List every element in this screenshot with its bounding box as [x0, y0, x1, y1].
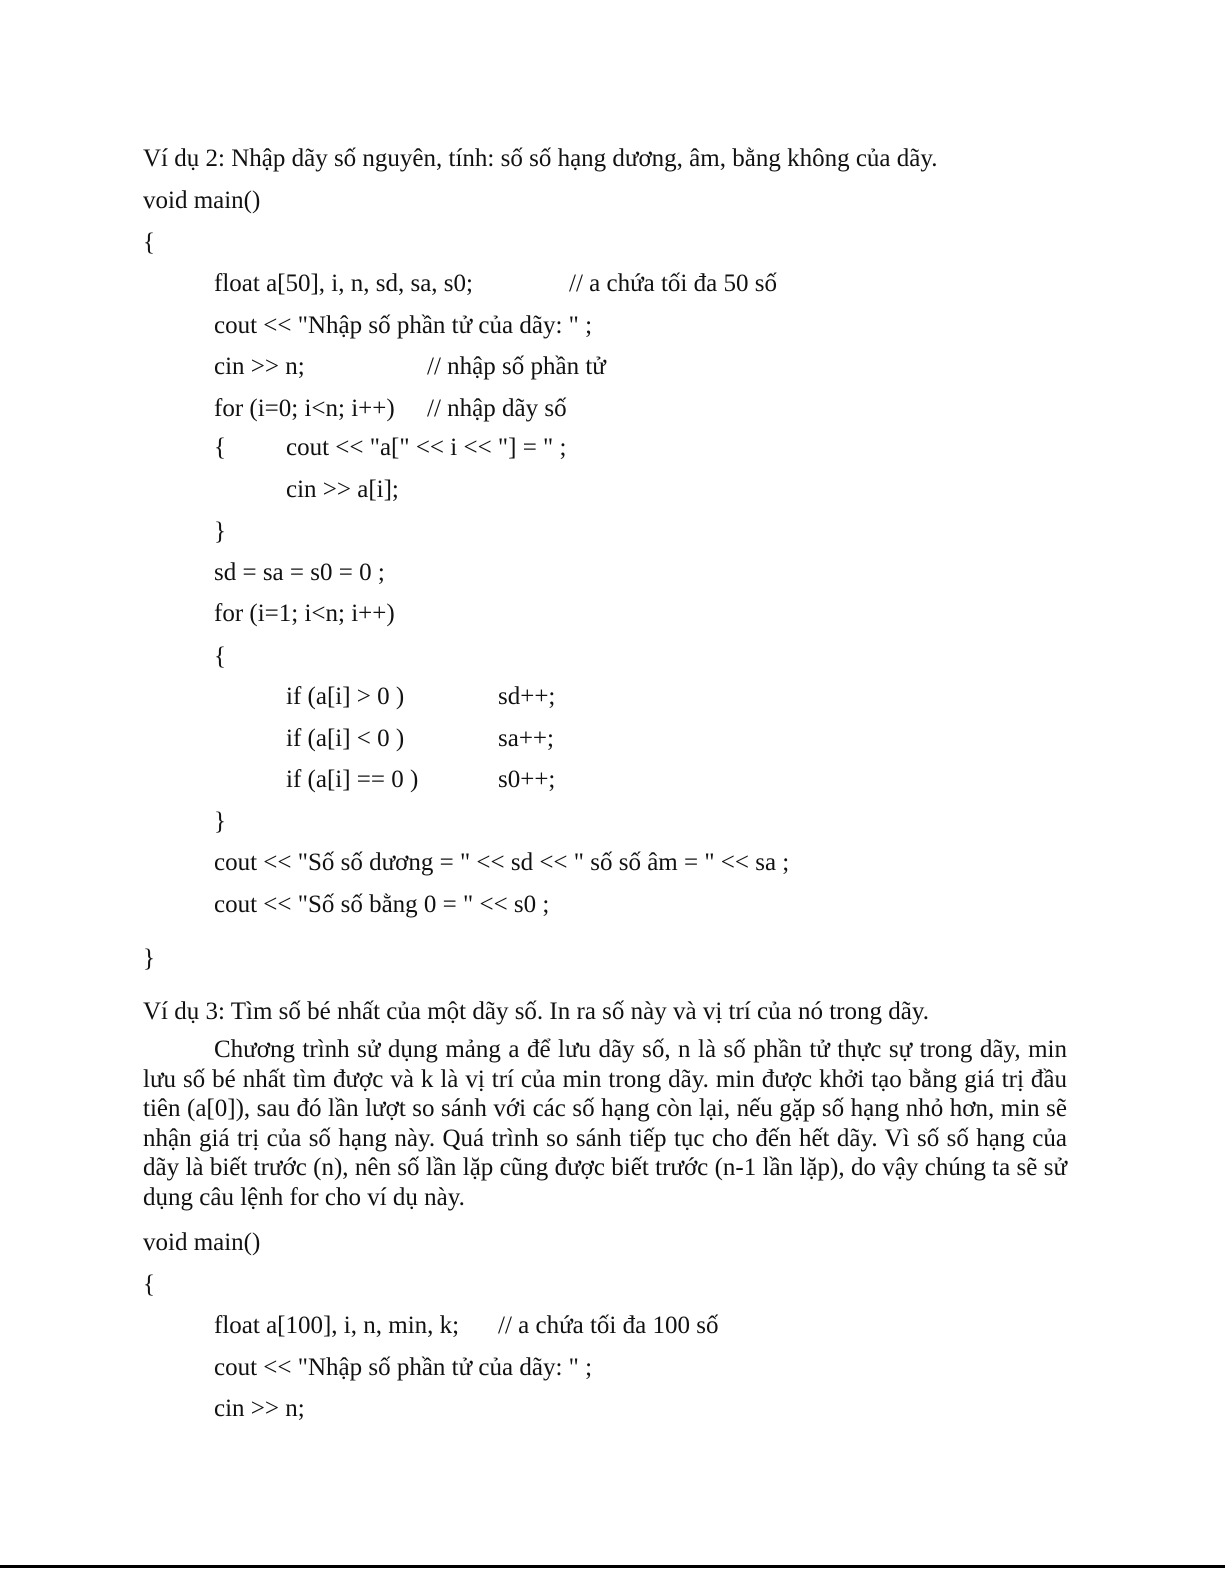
code-line: cout << "a[" << i << "] = " ;: [286, 434, 567, 461]
code-line: sd = sa = s0 = 0 ;: [214, 559, 385, 586]
code-statement: sa++;: [498, 725, 554, 752]
code-line: float a[100], i, n, min, k;: [214, 1312, 460, 1339]
code-line: cin >> n;: [214, 1395, 305, 1422]
code-line: }: [214, 808, 226, 835]
code-line: }: [143, 945, 155, 972]
code-comment: // a chứa tối đa 50 số: [569, 270, 777, 297]
page-bottom-rule: [0, 1565, 1225, 1568]
code-line: void main(): [143, 1229, 261, 1256]
code-line: cout << "Nhập số phần tử của dãy: " ;: [214, 1354, 593, 1381]
code-line: if (a[i] > 0 ): [286, 683, 405, 710]
code-line: cout << "Nhập số phần tử của dãy: " ;: [214, 312, 593, 339]
code-comment: // a chứa tối đa 100 số: [498, 1312, 719, 1339]
example2-heading: Ví dụ 2: Nhập dãy số nguyên, tính: số số hạng dương, âm, bằng không của dãy.: [143, 145, 938, 172]
code-line: }: [214, 518, 226, 545]
code-line: cout << "Số số dương = " << sd << " số số âm = " << sa ;: [214, 849, 790, 876]
code-statement: sd++;: [498, 683, 556, 710]
code-line: if (a[i] < 0 ): [286, 725, 405, 752]
code-comment: // nhập dãy số: [427, 395, 567, 422]
code-line: cin >> a[i];: [286, 476, 399, 503]
code-line: float a[50], i, n, sd, sa, s0;: [214, 270, 473, 297]
code-line: cout << "Số số bằng 0 = " << s0 ;: [214, 891, 550, 918]
code-line: void main(): [143, 187, 261, 214]
example3-paragraph: Chương trình sử dụng mảng a để lưu dãy số, n là số phần tử thực sự trong dãy, min lưu số bé nhất tìm được và k là vị trí của min trong dãy. min được khởi tạo bằng giá trị đầu tiên (a[0]), sau đó lần lượt so sánh với các số hạng còn lại, nếu gặp số hạng nhỏ hơn, min sẽ nhận giá trị của số hạng này. Quá trình so sánh tiếp tục cho đến hết dãy. Vì số số hạng của dãy là biết trước (n), nên số lần lặp cũng được biết trước (n-1 lần lặp), do vậy chúng ta sẽ sử dụng câu lệnh for cho ví dụ này.: [143, 1036, 1067, 1211]
code-statement: s0++;: [498, 766, 556, 793]
code-line: {: [214, 643, 226, 670]
code-line: if (a[i] == 0 ): [286, 766, 419, 793]
example3-heading: Ví dụ 3: Tìm số bé nhất của một dãy số. In ra số này và vị trí của nó trong dãy.: [143, 998, 929, 1025]
code-line: {: [214, 434, 226, 461]
code-line: for (i=1; i<n; i++): [214, 600, 395, 627]
code-line: for (i=0; i<n; i++): [214, 395, 395, 422]
code-line: {: [143, 1271, 155, 1298]
code-comment: // nhập số phần tử: [427, 353, 606, 380]
code-line: cin >> n;: [214, 353, 305, 380]
code-line: {: [143, 229, 155, 256]
